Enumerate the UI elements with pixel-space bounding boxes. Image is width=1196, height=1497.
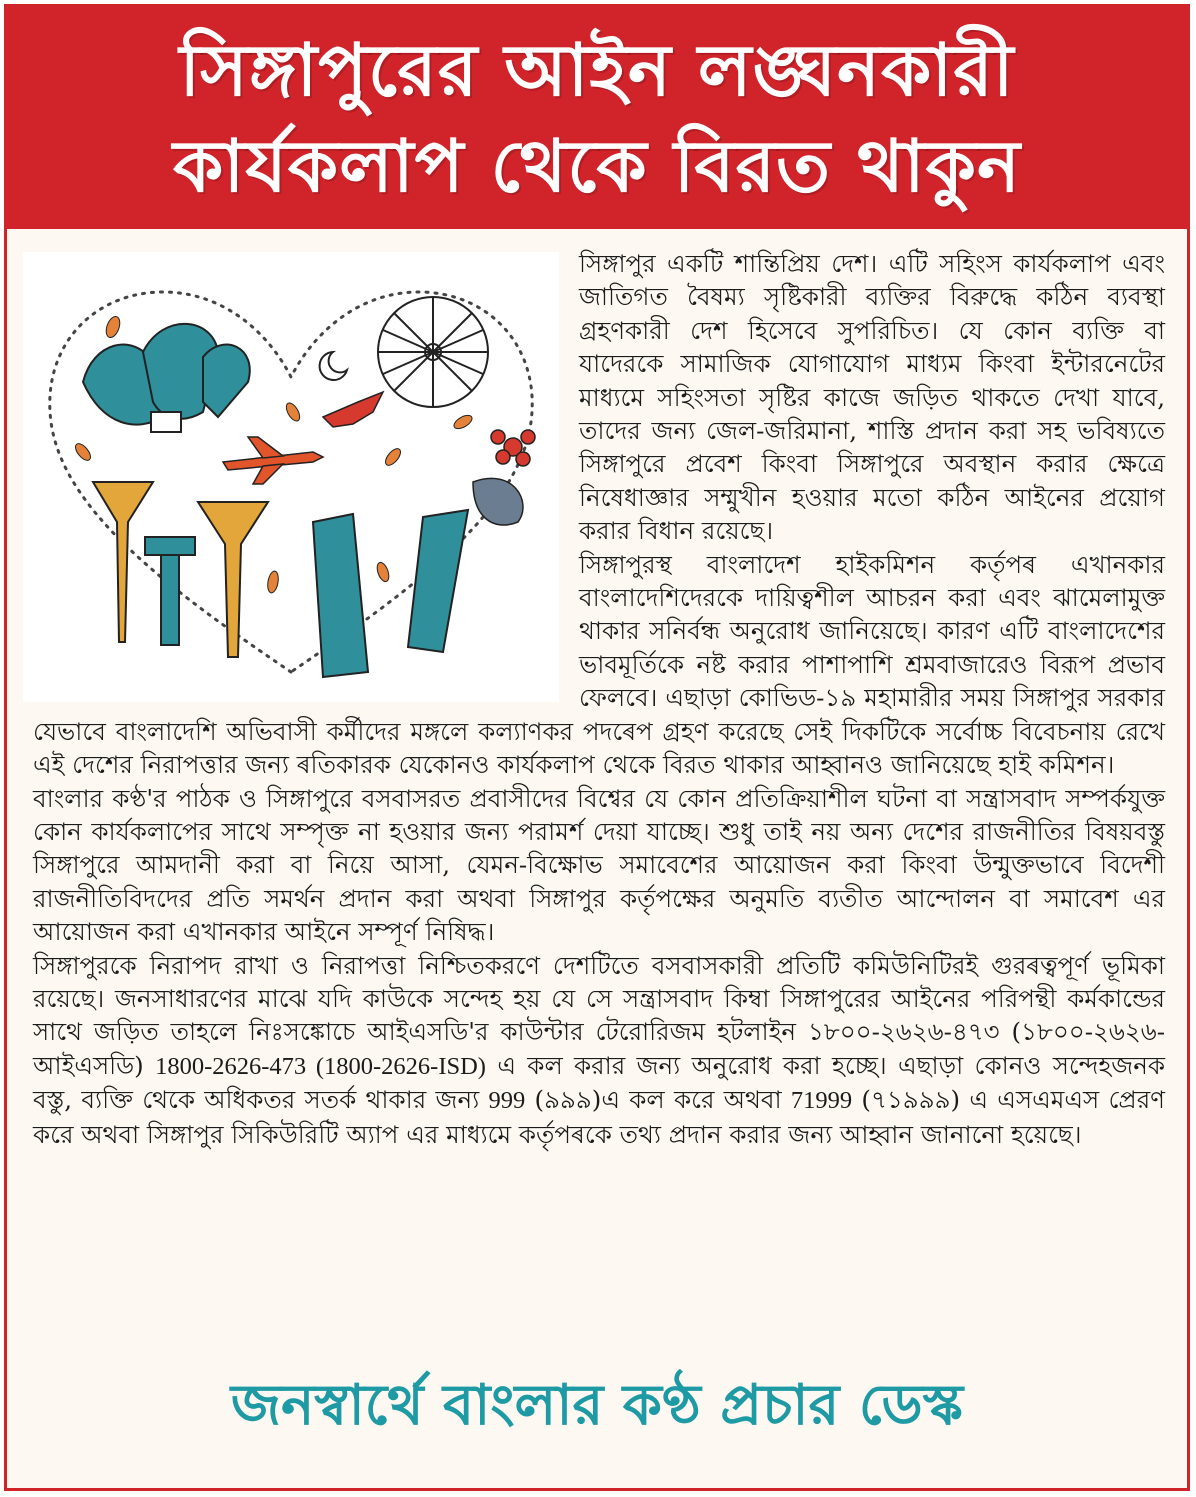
headline-line-1: সিঙ্গাপুরের আইন লঙ্ঘনকারী [179,28,1015,112]
illustration-wrap-space [33,247,579,707]
article-body [33,247,1165,1151]
paragraph-2: সিঙ্গাপুরস্থ বাংলাদেশ হাইকমিশন কর্তৃপৰ এখানকার বাংলাদেশিদেরকে দায়িত্বশীল আচরন করা এবং ঝামেলামুক্ত থাকার সনির্বন্ধ অনুরোধ জানিয়েছে। কারণ এটি বাংলাদেশের ভাবমূর্তিকে নষ্ট করার পাশাপাশি শ্রমবাজারেও বিরূপ প্রভাব ফেলবে। এছাড়া কোভিড-১৯ মহামারীর সময় সিঙ্গাপুর সরকার যেভাবে বাংলাদেশি অভিবাসী কর্মীদের মঙ্গলে কল্যাণকর পদৰেপ গ্রহণ করেছে সেই দিকটিকে সর্বোচ্চ বিবেচনায় রেখে এই দেশের নিরাপত্তার জন্য ৰতিকারক যেকোনও কার্যকলাপ থেকে বিরত থাকার আহ্বানও জানিয়েছে হাই কমিশন। [33,549,1165,780]
paragraph-4-part-c: (৯৯৯)এ কল করে অথবা [525,1085,791,1115]
advertisement-frame [4,4,1190,1491]
footer-credit: জনস্বার্থে বাংলার কণ্ঠ প্রচার ডেস্ক [230,1373,964,1438]
hotline-number: 1800-2626-473 (1800-2626-ISD) [155,1052,486,1080]
paragraph-4-part-a: সিঙ্গাপুরকে নিরাপদ রাখা ও নিরাপত্তা নিশ্চিতকরণে দেশটিতে বসবাসকারী প্রতিটি কমিউনিটিরই গুরৰত্বপূর্ণ ভূমিকা রয়েছে। জনসাধারণের মাঝে যদি কাউকে সন্দেহ হয় যে সে সন্ত্রাসবাদ কিম্বা সিঙ্গাপুরের আইনের পরিপন্থী কর্মকান্ডের সাথে জড়িত তাহলে নিঃসঙ্কোচে আইএসডি'র কাউন্টার টেরোরিজম হটলাইন ১৮০০-২৬২৬-৪৭৩ (১৮০০-২৬২৬- আইএসডি) [33,950,1165,1080]
paragraph-4-part-d: (৭১৯৯৯) এ এসএমএস প্রেরণ করে অথবা সিঙ্গাপুর সিকিউরিটি অ্যাপ এর মাধ্যমে কর্তৃপৰকে তথ্য প্রদান করার জন্য আহ্বান জানানো হয়েছে। [33,1085,1165,1149]
paragraph-4 [33,949,1165,1151]
headline-line-2: কার্যকলাপ থেকে বিরত থাকুন [173,124,1021,208]
paragraph-1: সিঙ্গাপুর একটি শান্তিপ্রিয় দেশ। এটি সহিংস কার্যকলাপ এবং জাতিগত বৈষম্য সৃষ্টিকারী ব্যক্তির বিরুদ্ধে কঠিন ব্যবস্থা গ্রহণকারী দেশ হিসেবে সুপরিচিত। যে কোন ব্যক্তি বা যাদেরকে সামাজিক যোগাযোগ মাধ্যম কিংবা ইন্টারনেটের মাধ্যমে সহিংসতা সৃষ্টির কাজে জড়িত থাকতে দেখা যাবে, তাদের জন্য জেল-জরিমানা, শাস্তি প্রদান করা সহ ভবিষ্যতে সিঙ্গাপুরে প্রবেশ কিংবা সিঙ্গাপুরে অবস্থান করার ক্ষেত্রে নিষেধাজ্ঞার সম্মুখীন হওয়ার মতো কঠিন আইনের প্রয়োগ করার বিধান রয়েছে। [579,249,1165,546]
headline-banner [7,7,1187,229]
paragraph-4-part-b: এ কল করার জন্য অনুরোধ করা হচ্ছে। এছাড়া কোনও সন্দেহজনক বস্তু, ব্যক্তি থেকে অধিকতর সতর্ক থাকার জন্য [33,1050,1165,1115]
sms-number: 71999 [790,1087,853,1115]
emergency-number: 999 [488,1087,526,1115]
paragraph-3: বাংলার কণ্ঠ'র পাঠক ও সিঙ্গাপুরে বসবাসরত প্রবাসীদের বিশ্বের যে কোন প্রতিক্রিয়াশীল ঘটনা বা সন্ত্রাসবাদ সম্পর্কযুক্ত কোন কার্যকলাপের সাথে সম্পৃক্ত না হওয়ার জন্য পরামর্শ দেয়া যাচ্ছে। শুধু তাই নয় অন্য দেশের রাজনীতির বিষয়বস্তু সিঙ্গাপুরে আমদানী করা বা নিয়ে আসা, যেমন-বিক্ষোভ সমাবেশের আয়োজন করা কিংবা উন্মুক্তভাবে বিদেশী রাজনীতিবিদদের প্রতি সমর্থন প্রদান করা অথবা সিঙ্গাপুর কর্তৃপক্ষের অনুমতি ব্যতীত আন্দোলন বা সমাবেশ এর আয়োজন করা এখানকার আইনে সম্পূর্ণ নিষিদ্ধ। [33,783,1165,947]
